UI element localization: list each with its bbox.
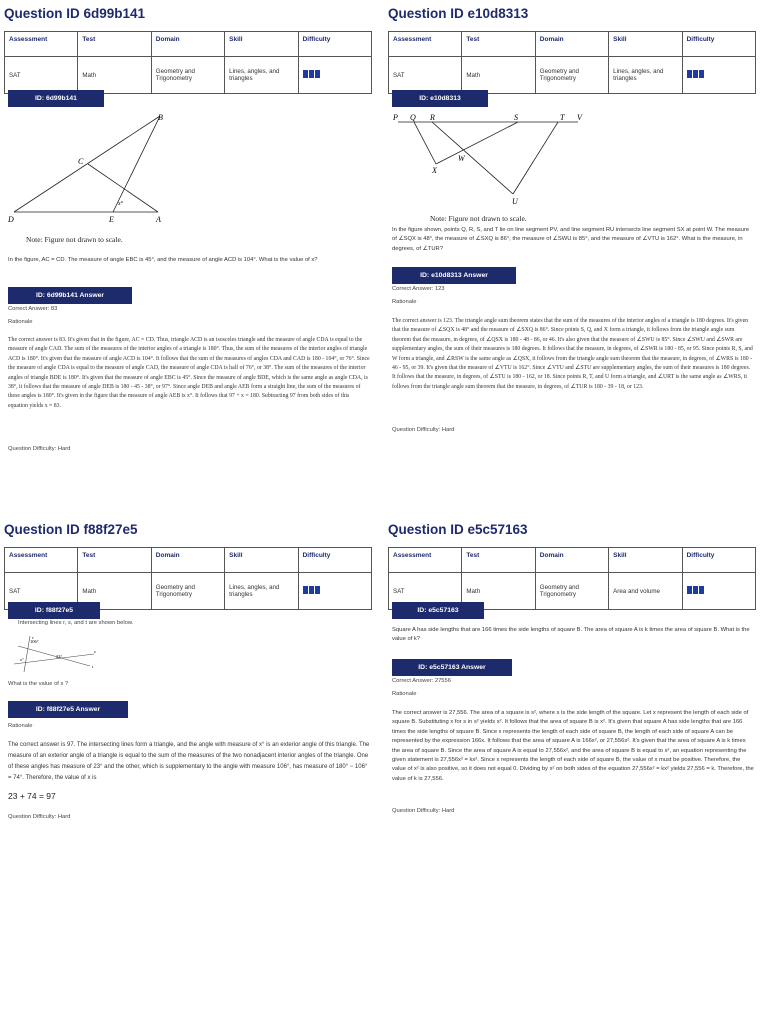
question-id-banner: ID: 6d99b141 <box>8 90 104 107</box>
cell-assessment: SAT <box>389 57 462 94</box>
question-prompt: In the figure, AC = CD. The measure of angle EBC is 45°, and the measure of angle ACD is 104°. What is the value of x? <box>8 257 318 263</box>
label-a: A <box>156 215 161 224</box>
answer-banner: ID: e5c57163 Answer <box>392 659 512 676</box>
label-x-angle: x° <box>20 657 24 662</box>
correct-answer: Correct Answer: 27556 <box>392 678 451 684</box>
answer-banner: ID: e10d8313 Answer <box>392 267 516 284</box>
label-t: T <box>560 113 565 122</box>
label-106: 106° <box>30 639 39 644</box>
question-meta-table <box>388 31 756 94</box>
cell-assessment: SAT <box>5 57 78 94</box>
question-prompt: Square A has side lengths that are 166 times the side lengths of square B. The area of square A is k times the area of square B. What is the value of k? <box>392 627 750 643</box>
cell-domain: Geometry and Trigonometry <box>535 57 608 94</box>
header-difficulty: Difficulty <box>682 32 755 57</box>
cell-domain: Geometry and Trigonometry <box>151 573 224 610</box>
answer-equation: 23 + 74 = 97 <box>8 791 56 801</box>
label-e: E <box>109 215 114 224</box>
header-test: Test <box>462 32 535 57</box>
label-s: s <box>94 649 96 654</box>
label-u: U <box>512 197 518 206</box>
question-meta-table <box>4 547 372 610</box>
triangle-figure <box>0 112 190 230</box>
rationale-text: The correct answer is 27,556. The area of a square is s², where s is the side length of the square. Let x represent the length of each side of square B. Substituting x for s in s² yields x². It follows that the area of square B is x². It's given that square A has side lengths that are 166 times the side lengths of square B. Since x represents the length of each side of square B, the length of each side of square A can be represented by the expression 166x. It follows that the area of square A is 166x², or 27,556x². It's given that the area of square A is k times the area of square B. Since the area of square A is equal to 27,556x², and the area of square B is equal to x², an equation representing the given statement is 27,556x² = kx². Since x represents the length of each side of square B, the value of x must be positive. Therefore, the value of x² is also positive, so it does not equal 0. Dividing by x² on both sides of the equation 27,556x² = kx² yields 27,556 = k. Therefore, the value of k is 27,556. <box>392 710 754 782</box>
correct-answer: Correct Answer: 83 <box>8 306 58 312</box>
label-r: R <box>430 113 435 122</box>
question-difficulty: Question Difficulty: Hard <box>8 446 71 452</box>
question-block-3 <box>0 516 384 1016</box>
label-q: Q <box>410 113 416 122</box>
question-title: Question ID e10d8313 <box>388 6 529 21</box>
cell-difficulty <box>298 573 371 610</box>
intersecting-lines-figure <box>10 634 100 674</box>
header-skill: Skill <box>225 32 298 57</box>
header-skill: Skill <box>609 548 682 573</box>
difficulty-bars-icon <box>303 70 320 78</box>
rationale-text: The correct answer is 97. The intersecting lines form a triangle, and the angle with measure of x° is an exterior angle of this triangle. The measure of an exterior angle of a triangle is equal to the sum of the measures of the two nonadjacent interior angles of the triangle. One of these angles has measure of 23° and the other, which is supplementary to the angle with measure 106°, has measure of 180° − 106° = 74°. Therefore, the value of x is <box>8 742 370 781</box>
cell-skill: Lines, angles, and triangles <box>225 57 298 94</box>
header-domain: Domain <box>151 548 224 573</box>
label-t: t <box>92 664 94 669</box>
label-x: X <box>432 166 437 175</box>
question-difficulty: Question Difficulty: Hard <box>8 814 71 820</box>
header-test: Test <box>462 548 535 573</box>
lines-figure <box>388 110 588 210</box>
header-difficulty: Difficulty <box>298 32 371 57</box>
question-block-1 <box>0 0 384 500</box>
label-r: r <box>32 635 34 640</box>
question-prompt: What is the value of x ? <box>8 681 69 687</box>
rationale-label: Rationale <box>392 691 417 697</box>
difficulty-bars-icon <box>687 70 704 78</box>
header-skill: Skill <box>609 32 682 57</box>
cell-test: Math <box>78 573 151 610</box>
cell-assessment: SAT <box>389 573 462 610</box>
label-w: W <box>458 154 465 163</box>
header-domain: Domain <box>535 32 608 57</box>
header-assessment: Assessment <box>389 548 462 573</box>
rationale-label: Rationale <box>8 723 33 729</box>
question-difficulty: Question Difficulty: Hard <box>392 427 455 433</box>
cell-test: Math <box>78 57 151 94</box>
label-d: D <box>8 215 14 224</box>
header-difficulty: Difficulty <box>682 548 755 573</box>
question-title: Question ID f88f27e5 <box>4 522 138 537</box>
question-meta-table <box>388 547 756 610</box>
header-domain: Domain <box>151 32 224 57</box>
question-block-2 <box>384 0 768 500</box>
question-prompt: In the figure shown, points Q, R, S, and T lie on line segment PV, and line segment RU intersects line segment SX at point W. The measure of ∠SQX is 48°, the measure of ∠SXQ is 86°, the measure of ∠SWU is 85°, and the measure of ∠VTU is 162°. What is the measure, in degrees, of ∠TUR? <box>392 227 750 252</box>
cell-test: Math <box>462 57 535 94</box>
cell-assessment: SAT <box>5 573 78 610</box>
label-x-angle: x° <box>118 201 124 207</box>
cell-difficulty <box>682 573 755 610</box>
rationale-text: The correct answer is 123. The triangle angle sum theorem states that the sum of the measures of the interior angles of a triangle is 180 degrees. It's given that the measure of ∠SQX is 48° and the measure of ∠SXQ is 86°. Since points S, Q, and X form a triangle, it follows from the triangle angle sum theorem that the measure, in degrees, of ∠QSX is 180 - 48 - 86, or 46. It's also given that the measure of ∠SWU is 85°. Since ∠SWU and ∠SWR are supplementary angles, the sum of their measures is 180 degrees. It follows that the measure, in degrees, of ∠SWR is 180 - 85, or 95. Since points R, S, and W form a triangle, and ∠RSW is the same angle as ∠QSX, it follows from the triangle angle sum theorem that the measure, in degrees, of ∠WRS is 180 - 46 - 95, or 39. It's given that the measure of ∠VTU is 162°. Since ∠VTU and ∠STU are supplementary angles, the sum of their measures is 180 degrees. It follows that the measure, in degrees, of ∠STU is 180 - 162, or 18. Since points R, T, and U form a triangle, and ∠URT is the same angle as ∠WRS, it follows from the triangle angle sum theorem that the measure, in degrees, of ∠TUR is 180 - 39 - 18, or 123. <box>392 318 753 390</box>
question-title: Question ID 6d99b141 <box>4 6 146 21</box>
cell-skill: Lines, angles, and triangles <box>225 573 298 610</box>
header-difficulty: Difficulty <box>298 548 371 573</box>
header-test: Test <box>78 548 151 573</box>
cell-difficulty <box>298 57 371 94</box>
rationale-text: The correct answer is 83. It's given that in the figure, AC = CD. Thus, triangle ACD is an isosceles triangle and the measure of angle CDA is equal to the measure of angle CAD. The sum of the measures of the interior angles of a triangle is 180°. Thus, the sum of the measures of the interior angles of triangle ACD is 180°. It's given that the measure of angle ACD is 104°. It follows that the sum of the measures of angles CDA and CAD is 180 - 104°, or 76°. Since the measure of angle CDA is equal to the measure of angle CAD, the measure of angle CDA is half of 76°, or 38°. The sum of the measures of the interior angles of triangle BDE is 180°. It's given that the measure of angle EBC is 45°. Since the measure of angle BDE, which is the same angle as angle CDA, is 38°, it follows that the measure of angle DEB is 180 - 45 - 38°, or 97°. Since angle DEB and angle AEB form a straight line, the sum of the measures of these angles is 180°. It's given in the figure that the measure of angle AEB is x°. It follows that 97 + x = 180. Subtracting 97 from both sides of this equation yields x = 83. <box>8 337 370 409</box>
cell-domain: Geometry and Trigonometry <box>535 573 608 610</box>
figure-caption: Intersecting lines r, s, and t are shown below. <box>18 620 134 626</box>
answer-banner: ID: 6d99b141 Answer <box>8 287 132 304</box>
cell-domain: Geometry and Trigonometry <box>151 57 224 94</box>
question-id-banner: ID: f88f27e5 <box>8 602 100 619</box>
difficulty-bars-icon <box>687 586 704 594</box>
answer-banner: ID: f88f27e5 Answer <box>8 701 128 718</box>
question-title: Question ID e5c57163 <box>388 522 528 537</box>
header-skill: Skill <box>225 548 298 573</box>
label-s: S <box>514 113 518 122</box>
cell-skill: Area and volume <box>609 573 682 610</box>
cell-test: Math <box>462 573 535 610</box>
figure-note: Note: Figure not drawn to scale. <box>430 214 527 223</box>
question-id-banner: ID: e5c57163 <box>392 602 484 619</box>
figure-note: Note: Figure not drawn to scale. <box>26 235 123 244</box>
label-v: V <box>577 113 582 122</box>
rationale-label: Rationale <box>8 319 33 325</box>
cell-skill: Lines, angles, and triangles <box>609 57 682 94</box>
label-23: 23° <box>56 654 63 659</box>
header-test: Test <box>78 32 151 57</box>
correct-answer: Correct Answer: 123 <box>392 286 445 292</box>
label-p: P <box>393 113 398 122</box>
header-assessment: Assessment <box>5 32 78 57</box>
question-difficulty: Question Difficulty: Hard <box>392 808 455 814</box>
label-b: B <box>158 113 163 122</box>
header-assessment: Assessment <box>389 32 462 57</box>
question-block-4 <box>384 516 768 1016</box>
difficulty-bars-icon <box>303 586 320 594</box>
label-c: C <box>78 157 84 166</box>
rationale-label: Rationale <box>392 299 417 305</box>
question-meta-table <box>4 31 372 94</box>
cell-difficulty <box>682 57 755 94</box>
question-id-banner: ID: e10d8313 <box>392 90 488 107</box>
header-domain: Domain <box>535 548 608 573</box>
header-assessment: Assessment <box>5 548 78 573</box>
